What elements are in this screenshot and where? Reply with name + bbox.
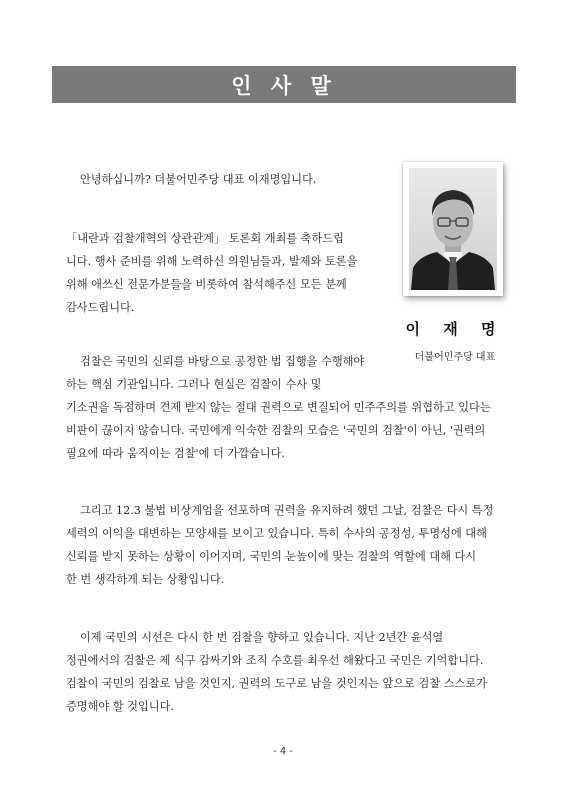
paragraph-line: 위해 애쓰신 전문가분들을 비롯하여 참석해주신 모든 분께 xyxy=(66,278,347,291)
greeting-line: 안녕하십니까? 더불어민주당 대표 이재명입니다. xyxy=(80,173,317,186)
paragraph-line: 비판이 끊이지 않습니다. 국민에게 익숙한 검찰의 모습은 '국민의 검찰'이 아닌, '권력의 xyxy=(66,424,486,437)
person-role: 더불어민주당 대표 xyxy=(414,352,496,363)
paragraph-line: 증명해야 할 것입니다. xyxy=(66,700,174,713)
paragraph-line: 필요에 따라 움직이는 검찰'에 더 가깝습니다. xyxy=(66,447,285,460)
paragraph-line: 「내란과 검찰개혁의 상관관계」 토론회 개최를 축하드립 xyxy=(66,232,344,245)
paragraph-line: 한 번 생각하게 되는 상황입니다. xyxy=(66,573,225,586)
paragraph-line: 하는 핵심 기관입니다. 그러나 현실은 검찰이 수사 및 xyxy=(66,378,322,391)
paragraph-line: 이제 국민의 시선은 다시 한 번 검찰을 향하고 있습니다. 지난 2년간 윤석열 xyxy=(80,631,444,644)
paragraph-line: 검찰은 국민의 신뢰를 바탕으로 공정한 법 집행을 수행해야 xyxy=(80,355,365,368)
paragraph-line: 검찰이 국민의 검찰로 남을 것인지, 권력의 도구로 남을 것인지는 앞으로 검찰 스스로가 xyxy=(66,677,487,690)
paragraph-line: 니다. 행사 준비를 위해 노력하신 의원님들과, 발제와 토론을 xyxy=(66,255,358,268)
portrait-photo-frame xyxy=(403,162,503,296)
paragraph-line: 정권에서의 검찰은 제 식구 감싸기와 조직 수호를 최우선 해왔다고 국민은 기억합니다. xyxy=(66,654,484,667)
paragraph-line: 기소권을 독점하며 견제 받지 않는 절대 권력으로 변질되어 민주주의를 위협하고 있다는 xyxy=(66,401,491,414)
title-banner xyxy=(52,66,516,103)
page-number: - 4 - xyxy=(273,746,293,757)
page-title: 인 사 말 xyxy=(231,73,337,98)
paragraph-line: 감사드립니다. xyxy=(66,301,135,314)
portrait-photo xyxy=(409,168,497,290)
paragraph-line: 세력의 이익을 대변하는 모양새를 보이고 있습니다. 특히 수사의 공정성, 투명성에 대해 xyxy=(66,527,487,540)
paragraph-line: 그리고 12.3 불법 비상계엄을 선포하며 권력을 유지하려 했던 그날, 검찰은 다시 특정 xyxy=(80,504,494,517)
paragraph-line: 신뢰를 받지 못하는 상황이 이어지며, 국민의 눈높이에 맞는 검찰의 역할에 대해 다시 xyxy=(66,550,477,563)
person-name: 이 재 명 xyxy=(405,320,505,338)
